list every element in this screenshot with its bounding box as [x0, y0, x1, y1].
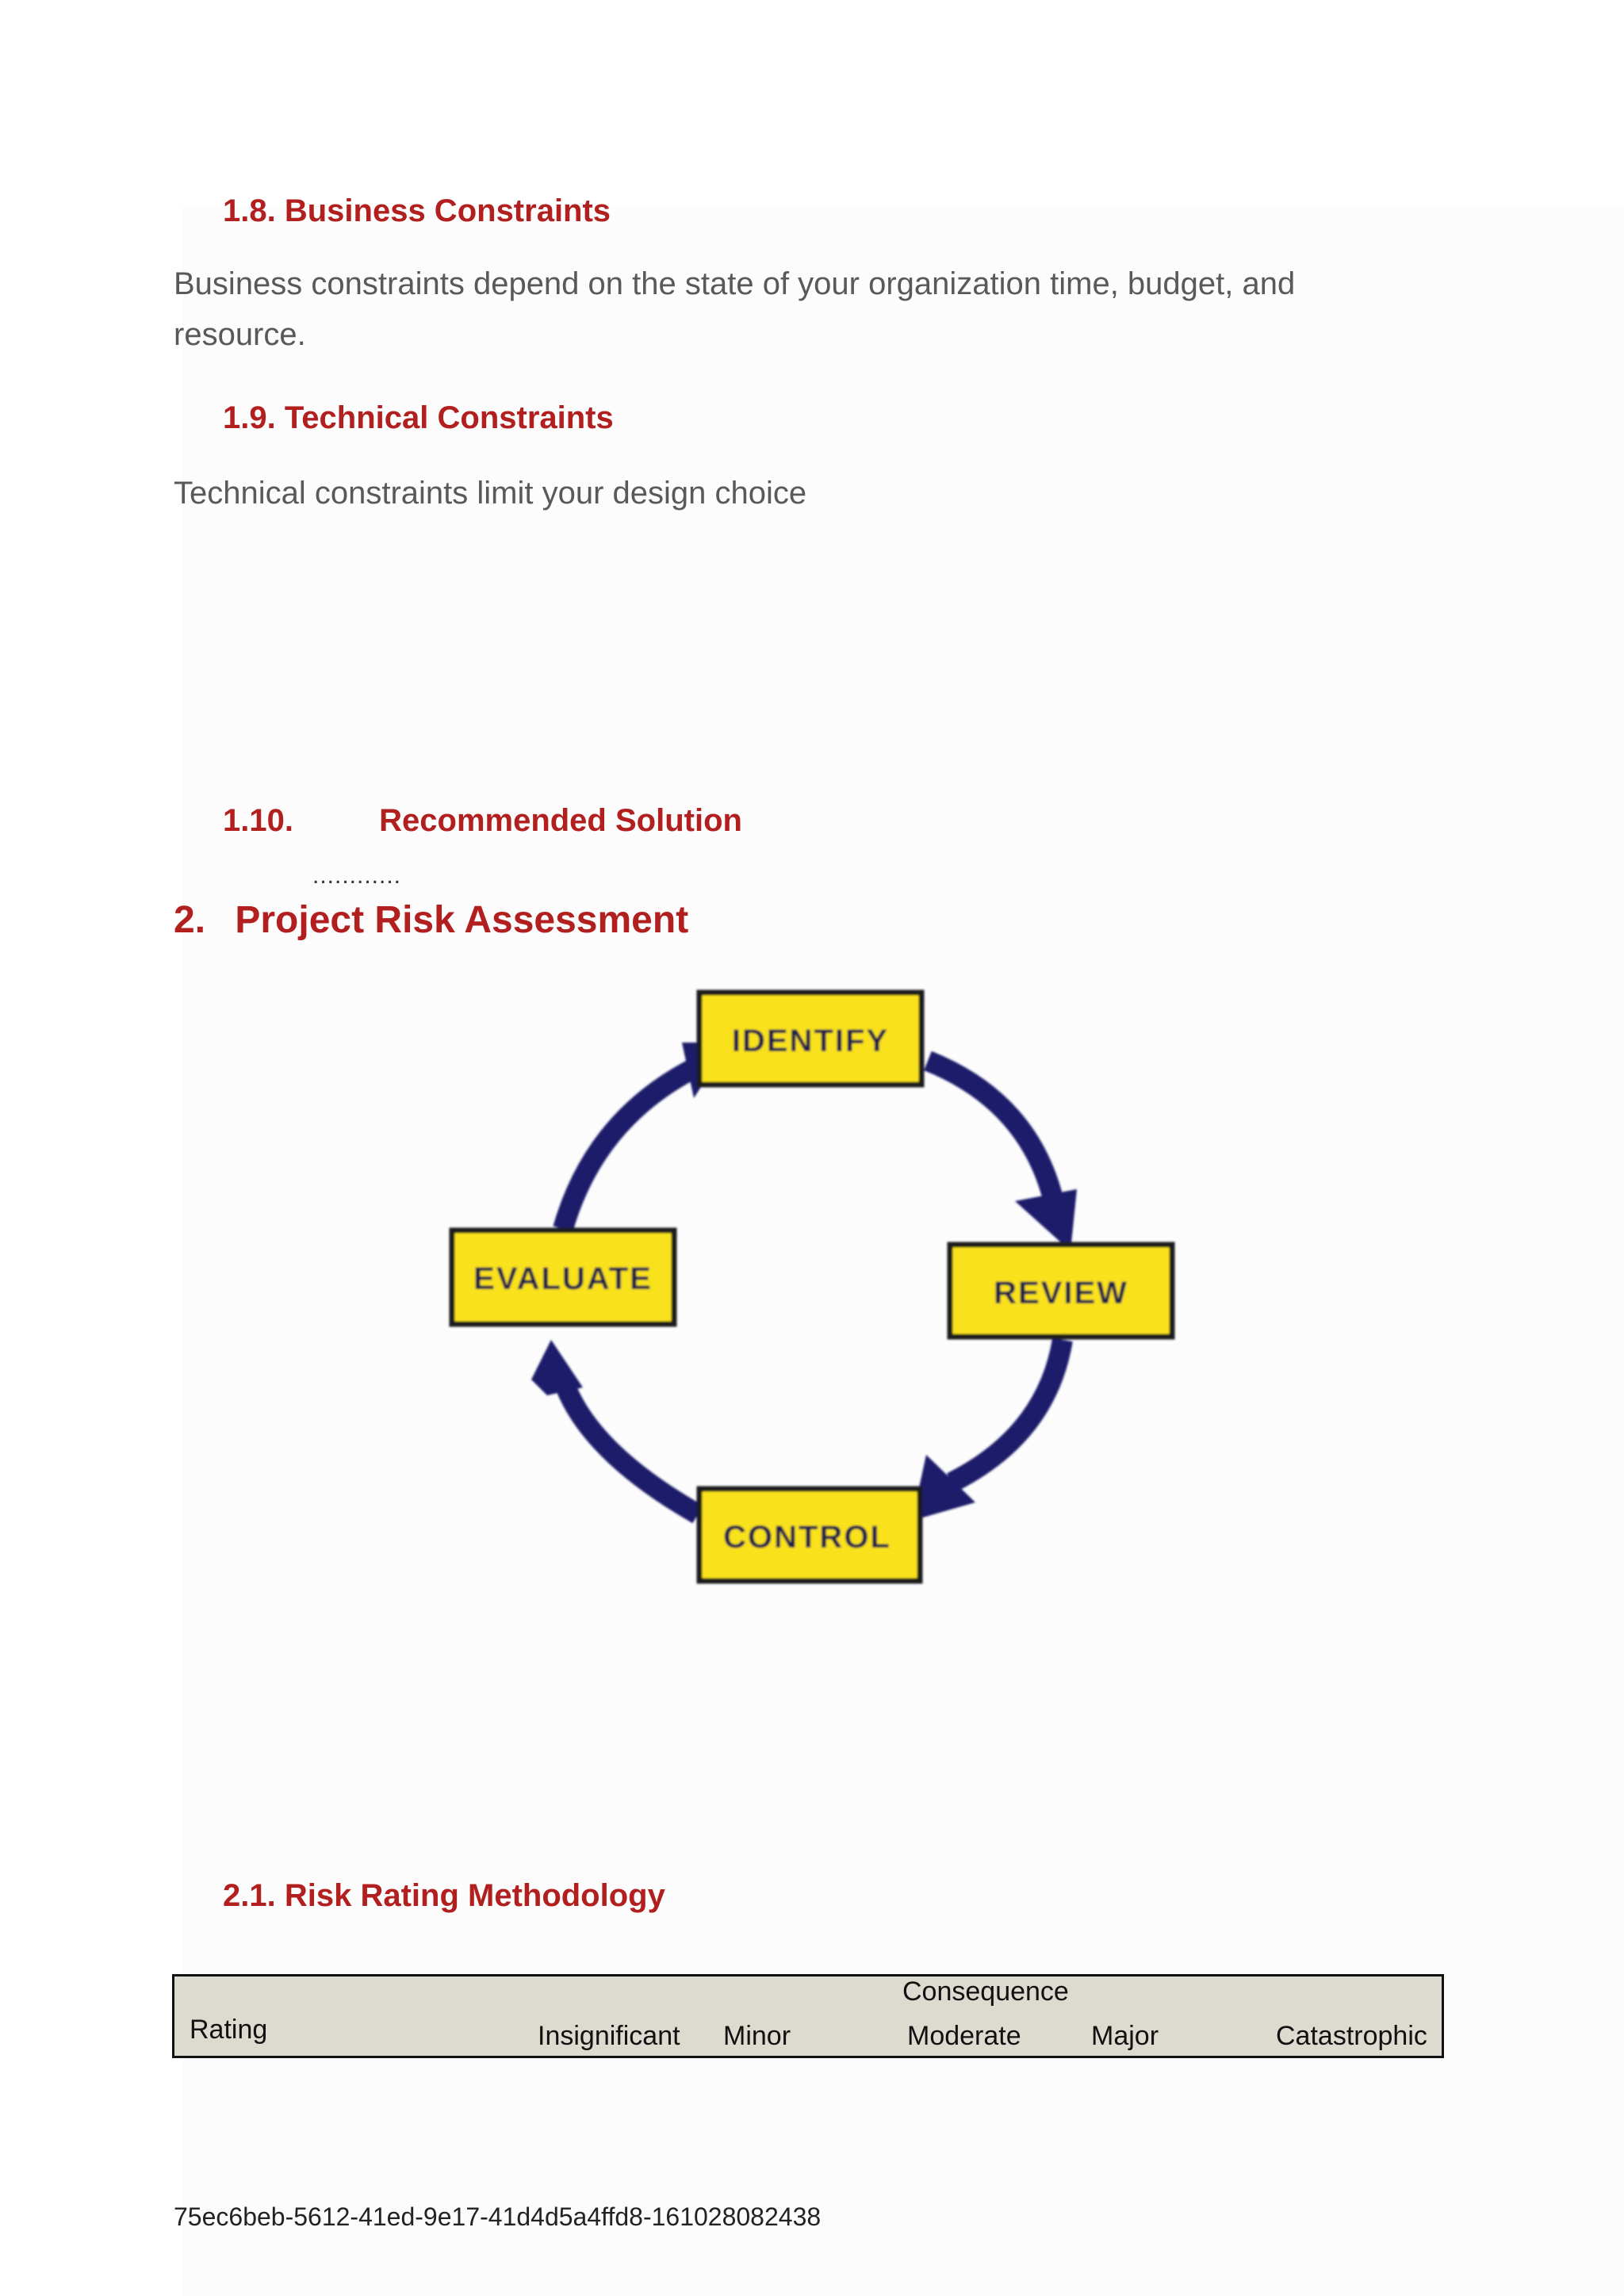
section-number: 2.1.	[223, 1878, 276, 1913]
label-evaluate: EVALUATE	[473, 1261, 653, 1296]
section-title: Risk Rating Methodology	[284, 1878, 665, 1913]
arrow-identify-to-review	[928, 1061, 1055, 1205]
section-title: Recommended Solution	[379, 803, 742, 838]
heading-risk-rating-methodology	[223, 1878, 665, 1914]
box-control	[699, 1489, 920, 1581]
table-group-header: Consequence	[902, 1976, 1069, 2007]
section-number: 1.9.	[223, 400, 276, 435]
section-number: 1.8.	[223, 193, 276, 228]
box-identify	[699, 993, 921, 1085]
box-review	[950, 1245, 1172, 1337]
column-major: Major	[1091, 2021, 1159, 2051]
arrow-evaluate-to-identify	[563, 1066, 698, 1229]
risk-rating-table	[172, 1974, 1444, 2058]
heading-business-constraints	[223, 193, 611, 229]
arrow-control-to-evaluate	[563, 1380, 698, 1514]
heading-technical-constraints	[223, 400, 614, 436]
section-number: 1.10.	[223, 803, 293, 838]
risk-cycle-diagram	[428, 975, 1205, 1609]
arrow-review-to-control	[952, 1340, 1063, 1483]
column-catastrophic: Catastrophic	[1276, 2021, 1427, 2051]
column-insignificant: Insignificant	[538, 2021, 680, 2051]
column-moderate: Moderate	[907, 2021, 1021, 2051]
technical-constraints-body: Technical constraints limit your design choice	[174, 476, 807, 511]
section-title: Technical Constraints	[284, 400, 614, 435]
business-constraints-line-2: resource.	[174, 317, 306, 352]
arrowhead-review	[1015, 1189, 1077, 1251]
footer-document-id: 75ec6beb-5612-41ed-9e17-41d4d5a4ffd8-161028082438	[174, 2202, 822, 2231]
box-evaluate	[452, 1230, 674, 1324]
label-control: CONTROL	[723, 1520, 891, 1555]
section-title: Business Constraints	[284, 193, 611, 228]
heading-recommended-solution	[223, 803, 742, 839]
section-number: 2.	[174, 899, 206, 941]
business-constraints-line-1: Business constraints depend on the state of your organization time, budget, and	[174, 266, 1296, 301]
heading-project-risk-assessment	[174, 898, 688, 942]
recommended-solution-placeholder: ............	[312, 863, 402, 889]
arrowhead-evaluate	[531, 1340, 583, 1395]
label-review: REVIEW	[994, 1276, 1128, 1311]
section-title: Project Risk Assessment	[235, 899, 689, 941]
table-row-header: Rating	[190, 2015, 268, 2045]
column-minor: Minor	[723, 2021, 791, 2051]
label-identify: IDENTIFY	[731, 1024, 890, 1058]
